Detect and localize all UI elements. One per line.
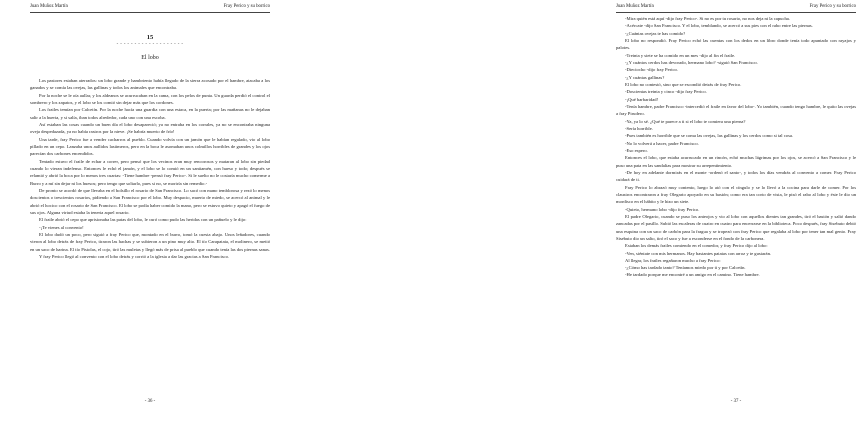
right-page-number: - 37 - — [730, 399, 742, 404]
paragraph: De pronto se acordó de que llevaba en el bolsillo el rosario de San Francisco. Lo sacó con mano temblorosa y rezó lo menos doscientos o trescientos rosarios, pidiendo a San Francisco por el lobo. Muy despacio, muerto de miedo, se acercó al animal y le abrió el hocico con el rosario de San Francisco. El lobo se podía haber comido la mano, pero se estuvo quieto y apagó el fuego de sus ojos. Alguna virtud estaba la teneria aquel rosario. — [30, 187, 270, 215]
paragraph: -Pues también es horrible que se coma las ovejas, las gallinas y los cerdos como si tal cosa. — [625, 133, 794, 139]
paragraph: -¿Cómo has tardado tanto? Teníamos miedo por ti y por Calcetín. — [625, 265, 746, 271]
paragraph: -Eso espero. — [625, 147, 648, 153]
paragraph: Por la noche se le oía aullar, y los aldeanos se acurrucaban en la cama, con los pelos de punta. Un guarda perdió el control el sombrero y los zapatos, y el lobo se los comió sin dejar más que los cordones. — [30, 92, 270, 105]
paragraph: -Mira quién está aquí -dijo fray Perico-. Si no es por tu rosario, no nos deja ni la capucha. — [625, 16, 790, 21]
right-header-author: Juan Muñoz Martín — [616, 4, 654, 9]
paragraph: Los frailes temían por Calcetín. Por la noche hacía una guardia con una estaca, en la puerta; por las mañanas no le dejaban salir a la huerta, y si salía, iban todos alrededor, cada uno con una escoba. — [30, 107, 270, 120]
paragraph: -Treinta y siete se ha comido en un mes -dijo al fin el fraile. — [625, 52, 736, 58]
paragraph: -¿Cuántas ovejas te has comido? — [625, 30, 686, 36]
right-header-rule — [616, 12, 856, 13]
paragraph: -De hoy en adelante dormirás en el monte -ordenó el santo-, y todos los días vendrás al convento a comer. Fray Perico cuidará de ti. — [616, 169, 856, 183]
left-body-text — [30, 77, 270, 260]
paragraph: Estaban los demás frailes comiendo en el comedor, y fray Perico dijo al lobo: — [625, 243, 768, 249]
left-header-author: Juan Muñoz Martín — [30, 4, 68, 9]
paragraph: -¡Qué barbaridad! — [625, 96, 659, 102]
paragraph: El lobo dudó un poco, pero siguió a fray Perico que, montado en el burro, tomó la cuesta abajo. Unos leñadores, cuando vieron al lobo detrás de fray Perico, tiraron las hachas y se subieron a un pino muy alto. El tío Carapatata, el molinero, se metió en un saco de harina. El tío Pistolas, el cojo, tiró las muletas y llegó más de prisa al pueblo que cuando tenía las dos piernas sanas. — [30, 231, 270, 252]
chapter-title: El lobo — [141, 55, 159, 61]
paragraph: -Ven, siéntate con mis hermanos. Hay bastantes patatas con arroz y te gustarán. — [625, 250, 772, 256]
paragraph: Entonces el lobo, que estaba acurrucado en un rincón, echó muchas lágrimas por los ojos, se acercó a San Francisco y le puso una pata en las sandalias para mostrar su arrepentimiento. — [616, 155, 856, 168]
paragraph: Una tarde, fray Perico fue a vender cacharros al pueblo. Cuando volvía con un jamón que le habían regalado, vio al lobo pillado en un cepo. Lanzaba unos aullidos lastimeros, pero en la boca le asomaban unos colmillos horribles de grandes y los ojos parecían dos carbones encendidos. — [30, 136, 270, 157]
paragraph: Tentado estuvo el fraile de echar a correr, pero pensó que los vecinos eran muy rencorosos y mataran al lobo sin piedad cuando lo vieran indefenso. Entonces le echó el jamón, y el lobo se lo comió en un santiamén, con hueso y todo; después se relamió y abrió la boca por lo menos tres cuartas: -Tiene hambre -pensó fray Perico-. Si le suelto no le costaría mucho comerme a Burro y a mí sin dejar ni los huesos; pero tengo que soltarlo, pues si no, se moriría sin remedio.- — [30, 158, 270, 186]
paragraph: -He tardado porque me encontré a un amigo en el camino. Tiene hambre. — [625, 272, 760, 278]
paragraph: -Quieto, hermano lobo -dijo fray Perico. — [625, 206, 700, 212]
paragraph: -Ya, ya lo sé. ¿Qué te parece a ti si el lobo te comiera una pierna? — [625, 118, 746, 124]
paragraph: -¿Y cuántos cerdos has devorado, hermano lobo? -siguió San Francisco. — [625, 59, 758, 65]
paragraph: -¡Te vienes al convento! — [39, 224, 84, 230]
chapter-number: 15 — [146, 34, 154, 41]
chapter-ornament: - - - - - - - - - - - - - - - - - - - — [116, 42, 184, 47]
paragraph: Y fray Perico llegó al convento con el lobo detrás y corrió a la iglesia a dar las gracias a San Francisco. — [39, 253, 230, 259]
paragraph: Al llegar, los frailes regañaron mucho a fray Perico: — [625, 257, 721, 263]
paragraph: El fraile abrió el cepo que aprisionaba las patas del lobo, le curó como pudo las heridas con un pañuelo y le dijo: — [39, 217, 247, 223]
left-header-title: Fray Perico y su borrico — [223, 4, 270, 9]
paragraph: -Doscientas treinta y cinco -dijo fray Perico. — [625, 89, 707, 95]
paragraph: -Dieciocho -dijo fray Perico. — [625, 67, 678, 73]
left-page-number: - 36 - — [144, 399, 156, 404]
paragraph: El padre Olegario, cuando se puso los anteojos y vio al lobo con aquellos dientes tan grandes, tiró el bastón y salió dando zancadas por el pasillo. Subió las escaleras de cuatro en cuatro para encerrarse en la biblioteca. Poco después, fray Sisebuto debió una esquina con un saco de carbón para la fragua y se tropezó con fray Perico que regalaba al lobo por tener tan mal genio. Fray Sisebuto dio un salto, tiró el saco y fue a esconderse en el fondo de la carbonera. — [616, 213, 856, 241]
paragraph: Los pastores estaban aterrados: un lobo grande y hambriento había llegado de la sierra acosado por el hambre, atacaba a los ganados y se comía las ovejas, las gallinas y todos los animales que encontraba. — [30, 78, 270, 91]
paragraph: -No lo volverá a hacer, padre Francisco. — [625, 140, 699, 146]
paragraph: El lobo no contestó, sino que se escondió detrás de fray Perico. — [625, 81, 742, 87]
paragraph: Así estaban las cosas cuando un buen día el lobo desapareció; ya no entraba en los corrales, ya no se encontraba ninguna oveja despedazada, ya no había rastros por la nieve. ¡Se habría muerto de frío! — [30, 121, 270, 135]
paragraph: -¿Y cuántas gallinas? — [625, 74, 665, 80]
right-page — [300, 0, 856, 424]
left-header-rule — [30, 12, 270, 13]
paragraph: -Acércate -dijo San Francisco. Y el lobo, temblando, se acercó a sus pies con el rabo entre las piernas. — [625, 23, 813, 29]
left-page — [0, 0, 300, 424]
right-header-title: Fray Perico y su borrico — [809, 4, 856, 9]
paragraph: Fray Perico lo abrazó muy contento, luego lo ató con el cíngulo y se lo llevó a la cocina para darle de comer. Por los claustros encontraron a fray Olegario apoyado en su bastón; como era tan corto de vista, le pisó el rabo al lobo y éste le dio un mordisco en el hábito y le hizo un siete. — [616, 184, 856, 205]
paragraph: -Tenía hambre, padre Francisco -intercedió el fraile en favor del lobo-. Yo también, cuando tengo hambre, le quito las ovejas a fray Pirudero. — [616, 103, 856, 117]
paragraph: -Sería horrible. — [625, 125, 653, 131]
paragraph: El lobo no respondió. Fray Perico echó las cuentas con los dedos en un libro donde tenía todo apuntado con rayajos y palotes. — [616, 37, 856, 51]
right-body-text — [616, 15, 856, 279]
